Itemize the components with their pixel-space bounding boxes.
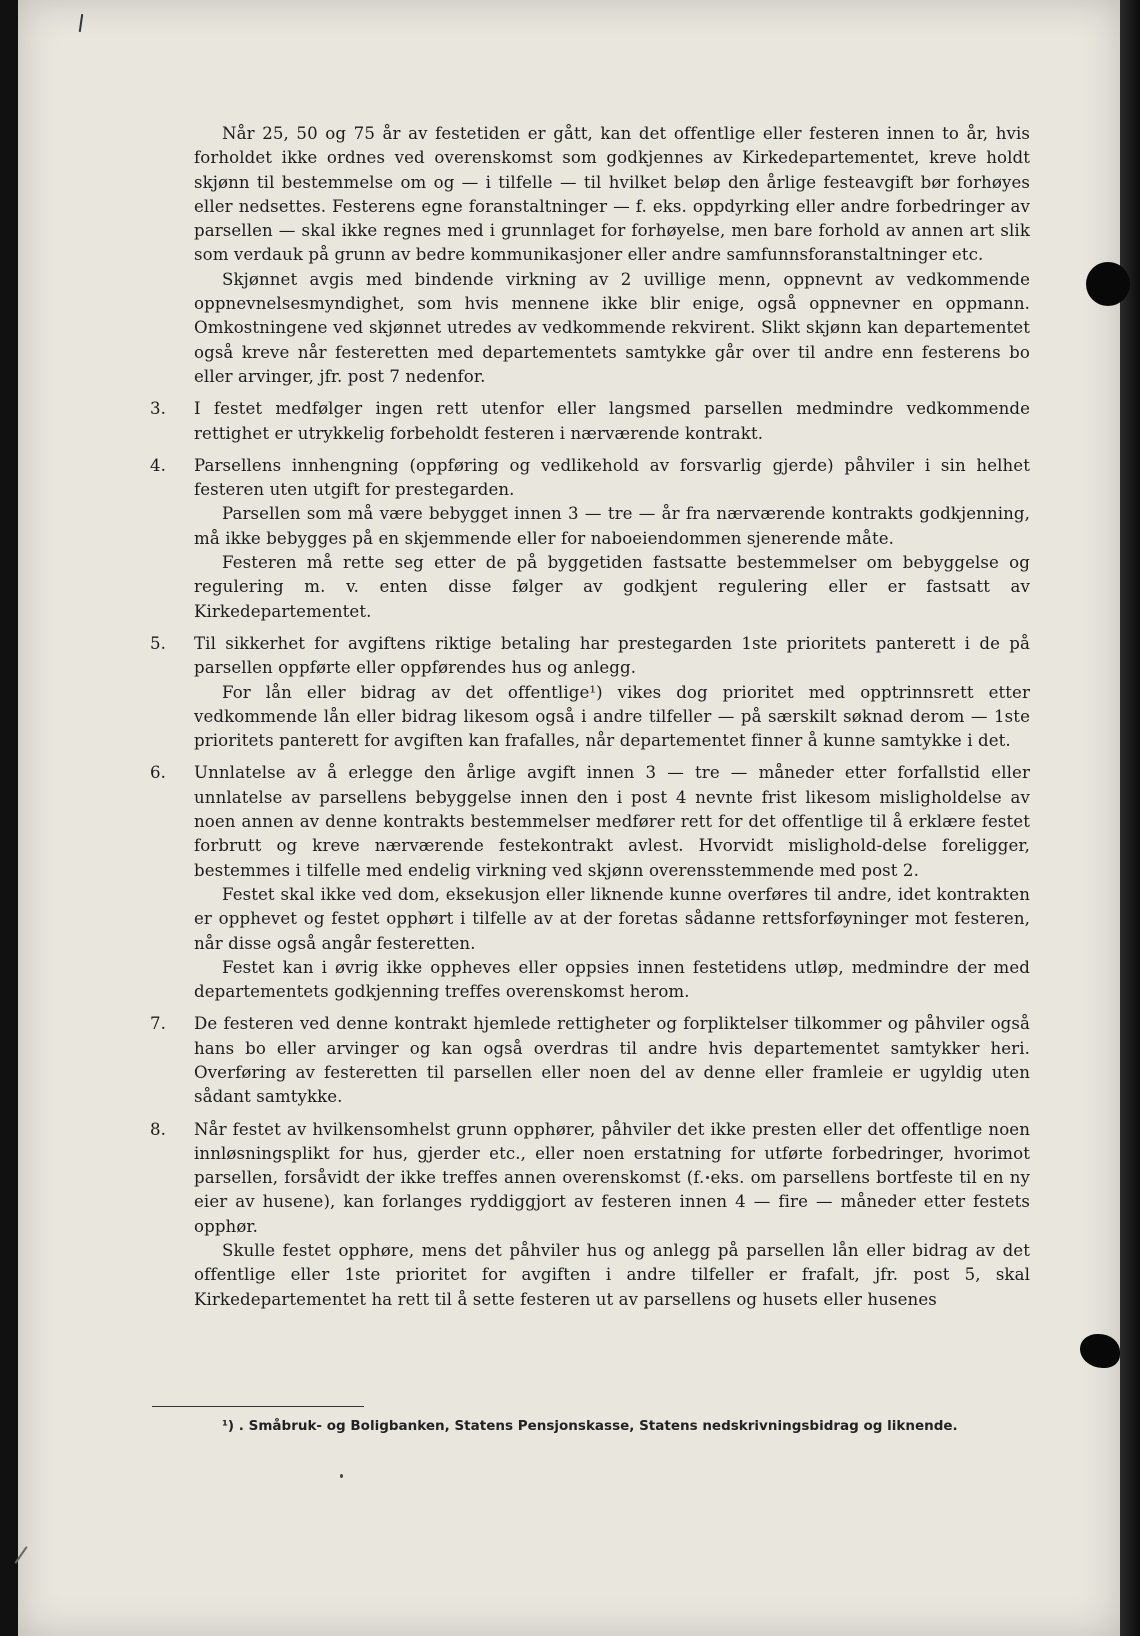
footnote-mark: ¹) (222, 1418, 235, 1434)
clause-8 (150, 1118, 1030, 1312)
clause-paragraph: Parsellen som må være bebygget innen 3 — tre — år fra nærværende kontrakts godkjenning, må ikke bebygges på en skjemmende eller for naboeiendommen sjenerende måte. (194, 504, 1030, 548)
intro-paragraph-2: Skjønnet avgis med bindende virkning av 2 uvillige menn, oppnevnt av vedkommende oppnevnelsesmyndighet, som hvis mennene ikke blir enige, også oppnevner en oppmann. Omkostningene ved skjønnet utredes av vedkommende rekvirent. Slikt skjønn kan departementet også kreve når festeretten med departementets samtykke går over til andre enn festerens bo eller arvinger, jfr. post 7 nedenfor. (194, 269, 1030, 386)
intro-paragraph-1: Når 25, 50 og 75 år av festetiden er gått, kan det offentlige eller festeren innen to år, hvis forholdet ikke ordnes ved overenskomst som godkjennes av Kirkedepartementet, kreve holdt skjønn til bestemmelse om og — i tilfelle — til hvilket beløp den årlige festeavgift bør forhøyes eller nedsettes. Festerens egne foranstaltninger — f. eks. oppdyrking eller andre forbedringer av parsellen — skal ikke regnes med i grunnlaget for forhøyelse, men bare forhold av annen art slik som verdauk på grunn av bedre kommunikasjoner eller andre samfunnsforanstaltninger etc. (194, 124, 1030, 265)
clause-number: 6. (150, 763, 167, 783)
clause-number: 7. (150, 1014, 167, 1034)
clause-body (194, 454, 1030, 624)
clause-paragraph: Når festet av hvilkensomhelst grunn opphører, påhviler det ikke presten eller det offentlige noen innløsningsplikt for hus, gjerder etc., eller noen erstatning for utførte forbedringer, hvorimot parsellen, forsåvidt der ikke treffes annen overenskomst (f. eks. om parsellens bortfeste til en ny eier av husene), kan forlanges ryddiggjort av festeren innen 4 — fire — måneder etter festets opphør. (194, 1119, 1030, 1236)
clause-paragraph: Skulle festet opphøre, mens det påhviler hus og anlegg på parsellen lån eller bidrag av det offentlige eller 1ste prioritet for avgiften i andre tilfeller er frafalt, jfr. post 5, skal Kirkedepartementet ha rett til å sette festeren ut av parsellens og husets eller husenes (194, 1241, 1030, 1309)
footnote (222, 1418, 1022, 1434)
footnote-rule (152, 1406, 364, 1407)
clause-paragraph: Unnlatelse av å erlegge den årlige avgift innen 3 — tre — måneder etter forfallstid eller unnlatelse av parsellens bebyggelse innen den i post 4 nevnte frist likesom misligholdelse av noen annen av denne kontrakts bestemmelser medfører rett for det offentlige til å erklære festet forbrutt og kreve nærværende festekontrakt avlest. Hvorvidt mislighold-delse foreligger, bestemmes i tilfelle med endelig virkning ved skjønn overensstemmende med post 2. (194, 763, 1030, 880)
clause-3 (150, 397, 1030, 446)
clause-number: 4. (150, 455, 167, 475)
punch-hole-top (1086, 262, 1130, 306)
clause-number: 3. (150, 399, 167, 419)
clause-body (194, 761, 1030, 1004)
clause-7 (150, 1012, 1030, 1109)
document-body (150, 122, 1030, 1312)
footnote-text: . Småbruk- og Boligbanken, Statens Pensjonskasse, Statens nedskrivningsbidrag og liknende. (238, 1418, 958, 1434)
clause-6 (150, 761, 1030, 1004)
clause-5 (150, 632, 1030, 753)
clause-body (194, 632, 1030, 753)
clause-paragraph: Til sikkerhet for avgiftens riktige betaling har prestegarden 1ste prioritets panterett i de på parsellen oppførte eller oppførendes hus og anlegg. (194, 633, 1030, 678)
clause-body (194, 1012, 1030, 1109)
clause-paragraph: Parsellens innhengning (oppføring og vedlikehold av forsvarlig gjerde) påhviler i sin helhet festeren uten utgift for prestegarden. (194, 455, 1030, 500)
clause-number: 5. (150, 633, 167, 653)
clause-body (194, 397, 1030, 446)
clause-body (194, 1118, 1030, 1312)
clause-paragraph: Festeren må rette seg etter de på byggetiden fastsatte bestemmelser om bebyggelse og regulering m. v. enten disse følger av godkjent regulering eller er fastsatt av Kirkedepartementet. (194, 553, 1030, 621)
clause-number: 8. (150, 1119, 167, 1139)
scan-edge (1120, 0, 1140, 1636)
clause-paragraph: I festet medfølger ingen rett utenfor eller langsmed parsellen medmindre vedkommende rettighet er utrykkelig forbeholdt festeren i nærværende kontrakt. (194, 399, 1030, 443)
clause-paragraph: De festeren ved denne kontrakt hjemlede rettigheter og forpliktelser tilkommer og påhviler også hans bo eller arvinger og kan også overdras til andre hvis departementet samtykker heri. Overføring av festeretten til parsellen eller noen del av denne eller framleie er ugyldig uten sådant samtykke. (194, 1014, 1030, 1107)
clause-4 (150, 454, 1030, 624)
ink-dot (340, 1474, 343, 1478)
clause-paragraph: Festet skal ikke ved dom, eksekusjon eller liknende kunne overføres til andre, idet kontrakten er opphevet og festet opphørt i tilfelle av at der foretas sådanne rettsforføyninger mot festeren, når disse også angår festeretten. (194, 884, 1030, 953)
clause-paragraph: Festet kan i øvrig ikke oppheves eller oppsies innen festetidens utløp, medmindre der med departementets godkjenning treffes overenskomst herom. (194, 957, 1030, 1002)
clause-paragraph: For lån eller bidrag av det offentlige¹) vikes dog prioritet med opptrinnsrett etter vedkommende lån eller bidrag likesom også i andre tilfeller — på særskilt søknad derom — 1ste prioritets panterett for avgiften kan frafalles, når departementet finner å kunne samtykke i det. (194, 682, 1030, 751)
